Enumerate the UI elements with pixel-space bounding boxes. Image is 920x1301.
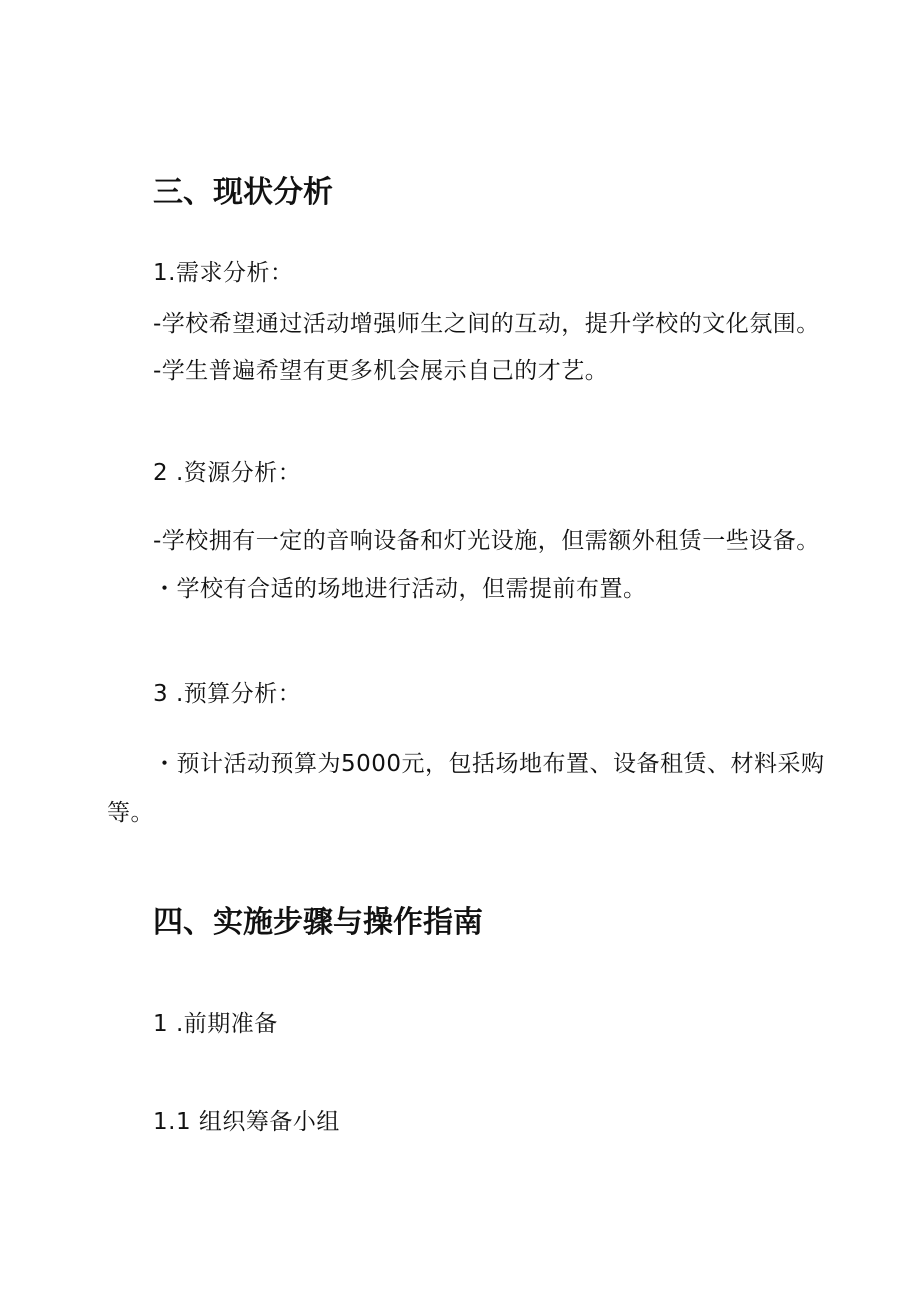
subsection-title-preparation: 1 .前期准备 — [153, 1011, 278, 1037]
list-item-continuation: 等。 — [107, 800, 154, 826]
section-heading-implementation: 四、实施步骤与操作指南 — [153, 905, 483, 940]
subsection-title-resources: 2 .资源分析： — [153, 460, 302, 486]
subsection-title-budget: 3 .预算分析： — [153, 681, 302, 707]
subsection-title-organize-team: 1.1 组织筹备小组 — [153, 1109, 340, 1135]
section-heading-status-analysis: 三、现状分析 — [153, 175, 333, 210]
list-item: -学生普遍希望有更多机会展示自己的才艺。 — [153, 358, 609, 384]
subsection-title-needs: 1.需求分析： — [153, 260, 294, 286]
list-item: ・预计活动预算为5000元，包括场地布置、设备租赁、材料采购 — [153, 751, 825, 777]
list-item: ・学校有合适的场地进行活动，但需提前布置。 — [153, 576, 647, 602]
list-item: -学校拥有一定的音响设备和灯光设施，但需额外租赁一些设备。 — [153, 528, 820, 554]
list-item: -学校希望通过活动增强师生之间的互动，提升学校的文化氛围。 — [153, 311, 820, 337]
